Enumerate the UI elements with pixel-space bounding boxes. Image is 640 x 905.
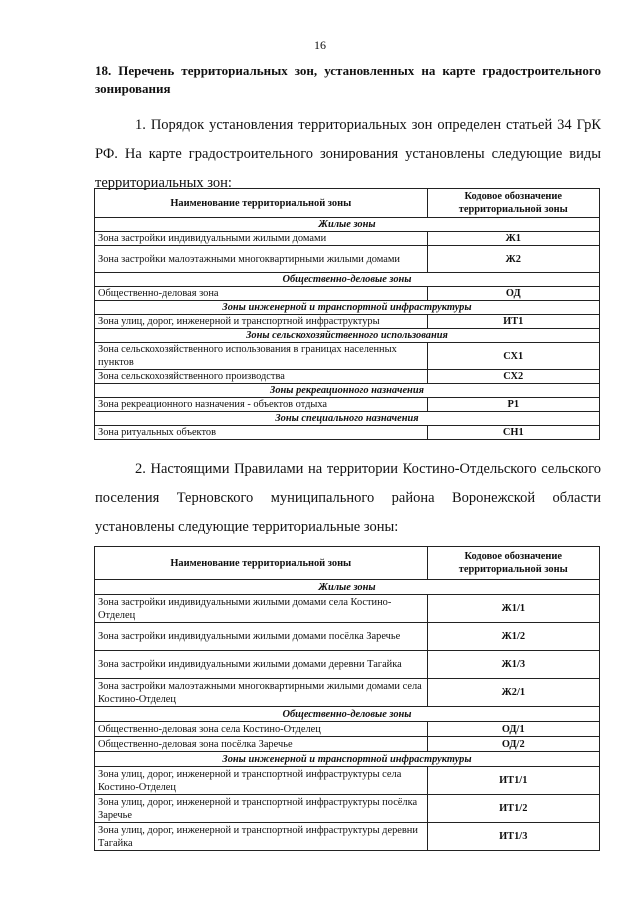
zone-row xyxy=(95,370,600,384)
zone-name: Зона застройки малоэтажными многоквартирными жилыми домами xyxy=(95,246,428,273)
zone-code: ОД xyxy=(427,287,599,301)
zone-row xyxy=(95,426,600,440)
zone-code: Ж1 xyxy=(427,232,599,246)
zone-group-row xyxy=(95,384,600,398)
zone-group-title: Зоны рекреационного назначения xyxy=(95,384,600,398)
zone-group-row xyxy=(95,707,600,722)
zone-group-title: Зоны специального назначения xyxy=(95,412,600,426)
paragraph-1-text: 1. Порядок установления территориальных зон определен статьей 34 ГрК РФ. На карте градостроительного зонирования установлены следующие виды территориальных зон: xyxy=(95,117,601,191)
zone-code: ОД/2 xyxy=(427,737,600,752)
zone-row xyxy=(95,595,600,623)
zone-row xyxy=(95,679,600,707)
zone-group-title: Общественно-деловые зоны xyxy=(95,273,600,287)
header-zone-name: Наименование территориальной зоны xyxy=(95,189,428,218)
zone-group-row xyxy=(95,301,600,315)
zone-group-row xyxy=(95,329,600,343)
zone-name: Зона застройки малоэтажными многоквартирными жилыми домами села Костино-Отделец xyxy=(95,679,428,707)
zone-name: Общественно-деловая зона посёлка Заречье xyxy=(95,737,428,752)
zone-row xyxy=(95,246,600,273)
zone-row xyxy=(95,722,600,737)
zone-group-title: Зоны сельскохозяйственного использования xyxy=(95,329,600,343)
zone-name: Общественно-деловая зона села Костино-Отделец xyxy=(95,722,428,737)
zone-code: Ж2/1 xyxy=(427,679,600,707)
header-zone-code: Кодовое обозначение территориальной зоны xyxy=(427,189,599,218)
zone-row xyxy=(95,315,600,329)
zone-code: Ж1/1 xyxy=(427,595,600,623)
zone-row xyxy=(95,651,600,679)
zone-name: Зона застройки индивидуальными жилыми домами xyxy=(95,232,428,246)
paragraph-2 xyxy=(95,455,601,542)
zone-name: Зона застройки индивидуальными жилыми домами деревни Тагайка xyxy=(95,651,428,679)
paragraph-2-text: 2. Настоящими Правилами на территории Костино-Отдельского сельского поселения Терновского муниципального района Воронежской области установлены следующие территориальные зоны: xyxy=(95,461,601,535)
zone-name: Зона улиц, дорог, инженерной и транспортной инфраструктуры посёлка Заречье xyxy=(95,795,428,823)
zone-name: Зона сельскохозяйственного использования в границах населенных пунктов xyxy=(95,343,428,370)
zone-code: Ж2 xyxy=(427,246,599,273)
zone-group-row xyxy=(95,412,600,426)
zone-row xyxy=(95,232,600,246)
zone-code: Ж1/2 xyxy=(427,623,600,651)
zone-code: ИТ1 xyxy=(427,315,599,329)
table-header-row xyxy=(95,189,600,218)
zones-table-settlement-body xyxy=(95,547,600,851)
zone-group-title: Общественно-деловые зоны xyxy=(95,707,600,722)
zone-group-row xyxy=(95,580,600,595)
zone-name: Зона улиц, дорог, инженерной и транспортной инфраструктуры села Костино-Отделец xyxy=(95,767,428,795)
zone-group-title: Зоны инженерной и транспортной инфраструктуры xyxy=(95,752,600,767)
zone-row xyxy=(95,398,600,412)
zone-name: Зона сельскохозяйственного производства xyxy=(95,370,428,384)
zone-code: СХ1 xyxy=(427,343,599,370)
page-number: 16 xyxy=(314,38,326,52)
zone-group-title: Жилые зоны xyxy=(95,580,600,595)
header-zone-name: Наименование территориальной зоны xyxy=(95,547,428,580)
zone-code: Р1 xyxy=(427,398,599,412)
zone-row xyxy=(95,287,600,301)
zone-row xyxy=(95,623,600,651)
zone-name: Зона улиц, дорог, инженерной и транспортной инфраструктуры деревни Тагайка xyxy=(95,823,428,851)
zone-group-row xyxy=(95,752,600,767)
zone-name: Зона ритуальных объектов xyxy=(95,426,428,440)
zone-code: СХ2 xyxy=(427,370,599,384)
zone-row xyxy=(95,767,600,795)
header-zone-code: Кодовое обозначение территориальной зоны xyxy=(427,547,600,580)
paragraph-1 xyxy=(95,111,601,198)
zone-code: ИТ1/3 xyxy=(427,823,600,851)
zone-group-row xyxy=(95,273,600,287)
zone-name: Зона застройки индивидуальными жилыми домами посёлка Заречье xyxy=(95,623,428,651)
zones-table-general xyxy=(94,188,600,440)
zone-group-row xyxy=(95,218,600,232)
zone-name: Зона застройки индивидуальными жилыми домами села Костино-Отделец xyxy=(95,595,428,623)
zone-group-title: Жилые зоны xyxy=(95,218,600,232)
zones-table-settlement xyxy=(94,546,600,851)
zone-code: ОД/1 xyxy=(427,722,600,737)
zone-code: Ж1/3 xyxy=(427,651,600,679)
table-header-row xyxy=(95,547,600,580)
zone-name: Зона улиц, дорог, инженерной и транспортной инфраструктуры xyxy=(95,315,428,329)
zone-code: ИТ1/2 xyxy=(427,795,600,823)
zone-row xyxy=(95,343,600,370)
zone-name: Общественно-деловая зона xyxy=(95,287,428,301)
zones-table-general-body xyxy=(95,189,600,440)
zone-row xyxy=(95,737,600,752)
zone-code: ИТ1/1 xyxy=(427,767,600,795)
zone-row xyxy=(95,823,600,851)
zone-row xyxy=(95,795,600,823)
zone-code: СН1 xyxy=(427,426,599,440)
zone-group-title: Зоны инженерной и транспортной инфраструктуры xyxy=(95,301,600,315)
zone-name: Зона рекреационного назначения - объектов отдыха xyxy=(95,398,428,412)
section-heading: 18. Перечень территориальных зон, установленных на карте градостроительного зонирования xyxy=(95,63,601,96)
